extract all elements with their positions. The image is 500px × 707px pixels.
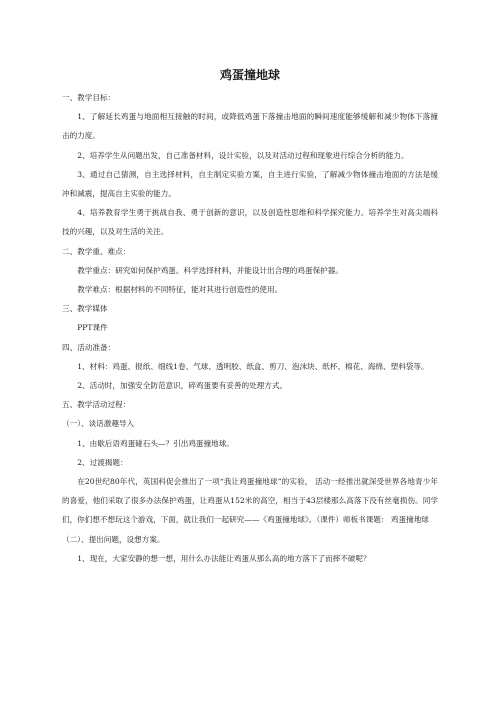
heading-preparation: 四、活动准备： (62, 342, 116, 352)
intro-step-2: 2、过渡揭题： (77, 457, 128, 467)
question-step-1: 1、现在，大家安静的想一想，用什么办法能让鸡蛋从那么高的地方落下了而摔不破呢？ (77, 553, 371, 563)
media-item: PPT课件 (77, 323, 108, 333)
preparation-safety: 2、活动时，加强安全防范意识，碎鸡蛋要有妥善的处理方式。 (77, 381, 288, 391)
goal-3: 3、通过自己猜测，自主选择材料，自主制定实验方案，自主进行实验，了解减少物体撞击地面的方法是缓冲和减震，提高自主实验的能力。 (62, 169, 438, 199)
heading-process: 五、教学活动过程： (62, 400, 131, 410)
intro-step-1: 1、由歇后语鸡蛋碰石头—？引出鸡蛋撞地球。 (77, 438, 234, 448)
key-point: 教学重点：研究如何保护鸡蛋。科学选择材料，并能设计出合理的鸡蛋保护器。 (77, 265, 343, 275)
heading-teaching-goals: 一、教学目标： (62, 93, 116, 102)
heading-key-points: 二、教学重、难点： (62, 246, 131, 256)
subheading-questions: （二）、提出问题，设想方案。 (62, 534, 165, 544)
goal-2: 2、培养学生从问题出发，自己准备材料，设计实验，以及对活动过程和现象进行综合分析的能力。 (77, 150, 409, 160)
subheading-intro: （一）、谈话激趣导入 (62, 419, 135, 429)
preparation-materials: 1、材料：鸡蛋、报纸、细线1卷、气球、透明胶、纸盒、剪刀、泡沫块、纸杯、棉花、海绵、塑料袋等。 (77, 361, 429, 371)
document-title: 鸡蛋撞地球 (219, 68, 280, 82)
difficult-point: 教学难点：根据材料的不同特征，能对其进行创造性的使用。 (77, 285, 283, 295)
goal-1: 1、了解延长鸡蛋与地面相互接触的时间，或降低鸡蛋下落撞击地面的瞬间速度能够缓解和减少物体下落撞击的力度。 (62, 112, 438, 141)
document-body (62, 88, 438, 568)
heading-teaching-media: 三、教学媒体 (62, 304, 108, 314)
goal-4: 4、培养教育学生勇于挑战自我、勇于创新的意识，以及创造性思维和科学探究能力。培养学生对高尖端科技的兴趣，以及对生活的关注。 (62, 208, 438, 237)
intro-story: 在20世纪80年代，英国科促会推出了一项“我让鸡蛋撞地球”的实验， 活动一经推出就深受世界各地青少年的喜爱，他们采取了很多办法保护鸡蛋，让鸡蛋从152米的高空，相当于43层楼那么高落下没有丝毫损伤。同学们，你们想不想玩这个游戏，下面，就让我们一起研究——《鸡蛋撞地球》。（课件）师板书课题： 鸡蛋撞地球 (62, 477, 438, 525)
